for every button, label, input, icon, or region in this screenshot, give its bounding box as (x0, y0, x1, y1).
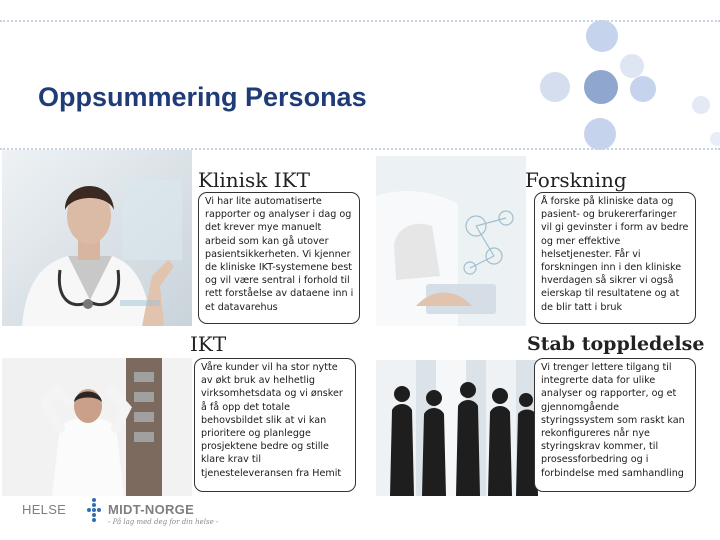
top-dotted-divider (0, 20, 720, 22)
persona-callout-klinisk-ikt (198, 192, 360, 324)
persona-text-stab-toppledelse: Vi trenger lettere tilgang til integrerte data for ulike analyser og rapporter, og et gjennomgående styringssystem som raskt kan rekonfigureres når nye styringskrav kommer, til prosessforbedring og i forbindelse med samhandling (541, 362, 685, 479)
research-tablet-photo (376, 156, 526, 326)
persona-heading-stab-toppledelse: Stab toppledelse (527, 333, 705, 355)
persona-heading-ikt: IKT (190, 332, 227, 356)
slide-title: Oppsummering Personas (38, 82, 367, 112)
decor-dot (584, 118, 616, 150)
persona-text-forskning: Å forske på kliniske data og pasient- og brukererfaringer vil gi gevinster i form av bedre og mer effektive helsetjenester. Får vi forskningen inn i den kliniske hverdagen så sikrer vi også eierskap til resultatene og at de blir tatt i bruk (541, 196, 689, 313)
persona-text-ikt: Våre kunder vil ha stor nytte av økt bruk av helhetlig virksomhetsdata og vi ønsker å få opp det totale behovsbildet slik at vi kan prioritere og planlegge prosjektene bedre og stille klare krav til tjenesteleveransen fra Hemit (201, 362, 343, 479)
doctor-touchscreen-photo (2, 150, 192, 326)
decor-dot (630, 76, 656, 102)
persona-text-klinisk-ikt: Vi har lite automatiserte rapporter og analyser i dag og det krever mye manuelt arbeid som kan gå utover pasientsikkerheten. Vi kjenner de kliniske IKT-systemene best og vil være sentral i forhold til rett forståelse av dataene inn i et datavarehus (205, 196, 354, 313)
helse-midt-norge-logo (14, 496, 244, 536)
logo-text-helse: HELSE (22, 502, 67, 517)
decor-dot (620, 54, 644, 78)
logo-dots-icon (84, 498, 104, 522)
persona-callout-ikt (194, 358, 356, 492)
decor-dot (710, 132, 720, 146)
persona-heading-forskning: Forskning (525, 168, 627, 192)
decor-dot (584, 70, 618, 104)
business-meeting-photo (376, 360, 538, 496)
persona-heading-klinisk-ikt: Klinisk IKT (198, 168, 310, 192)
persona-callout-forskning (534, 192, 696, 324)
it-worker-photo (2, 358, 192, 496)
persona-callout-stab-toppledelse (534, 358, 696, 492)
logo-text-midt-norge: MIDT-NORGE (108, 502, 195, 517)
decor-dot (692, 96, 710, 114)
decor-dot (540, 72, 570, 102)
decor-dot (586, 20, 618, 52)
logo-tagline: - På lag med deg for din helse - (108, 518, 219, 526)
